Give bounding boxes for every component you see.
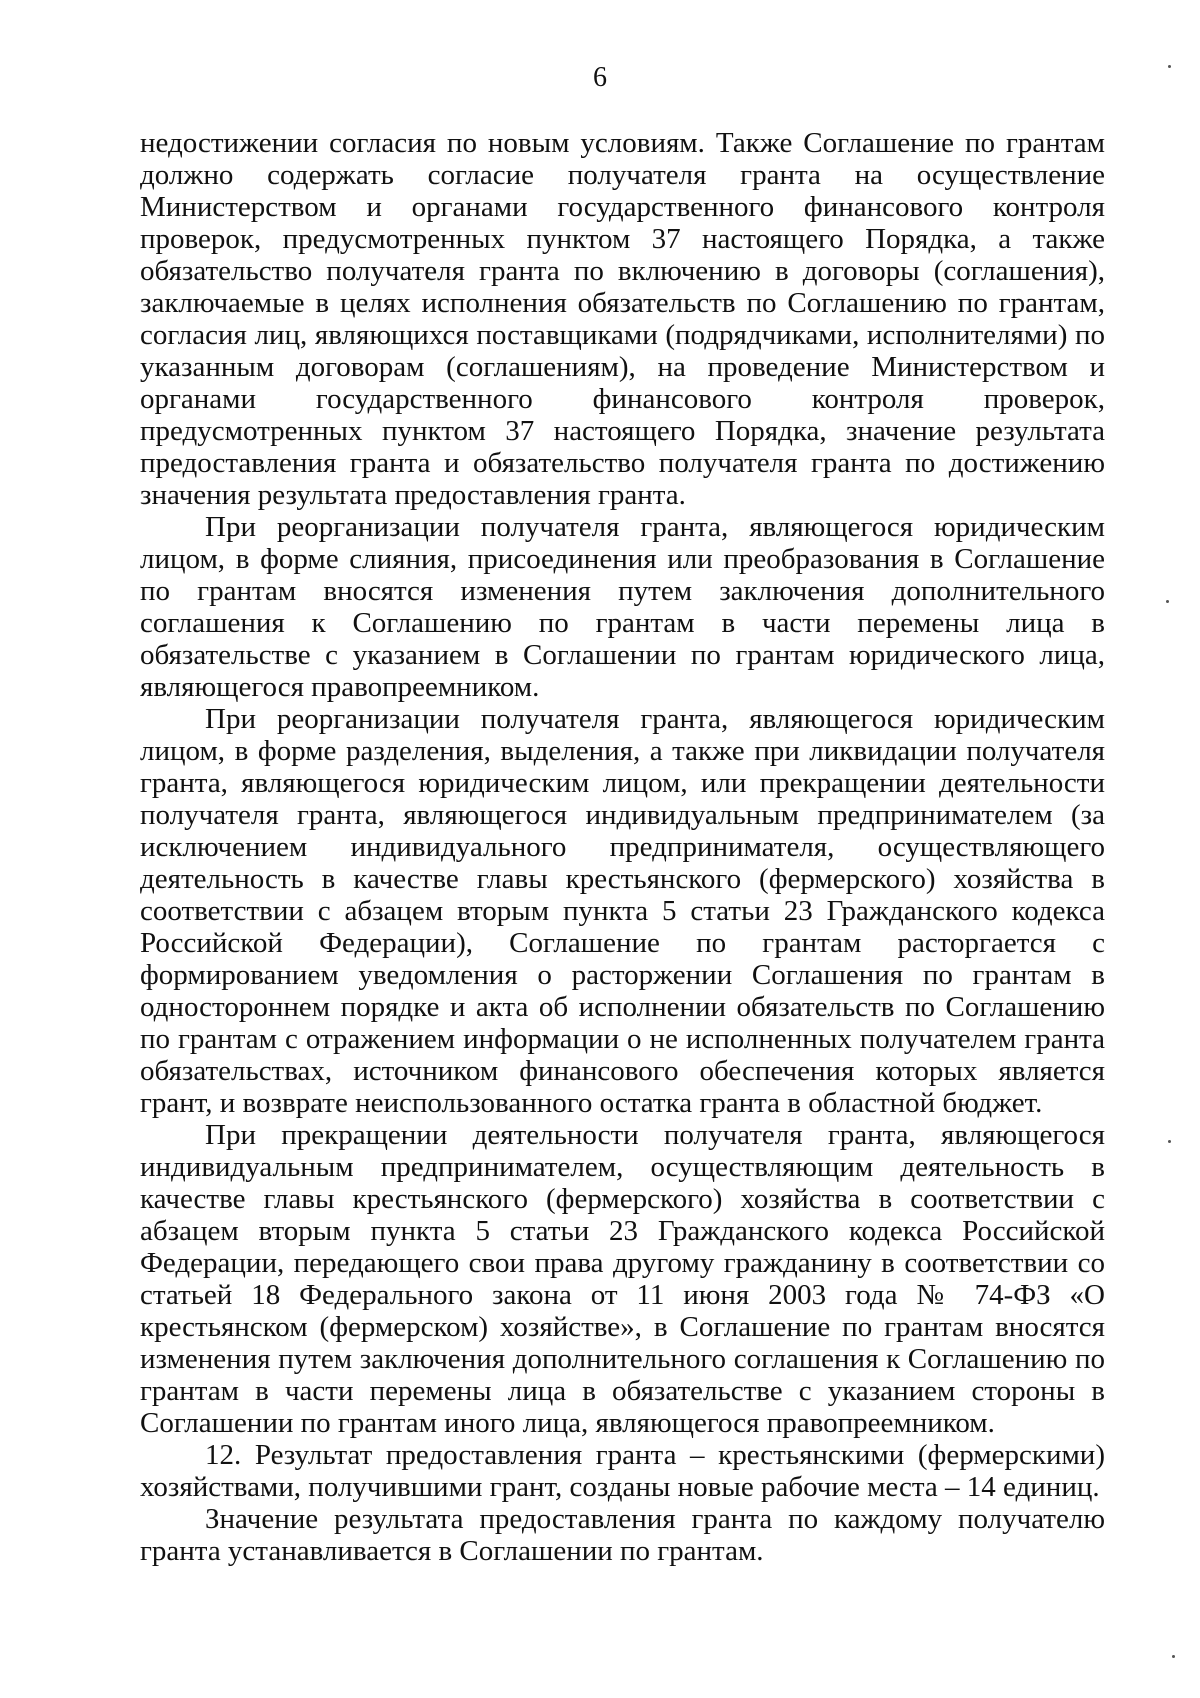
scan-speck: [1168, 65, 1171, 68]
page-number: 6: [593, 62, 607, 93]
paragraph-result-value: Значение результата предоставления гранта по каждому получателю гранта устанавливается в Соглашении по грантам.: [140, 1503, 1105, 1567]
scan-speck: [1172, 1655, 1175, 1658]
paragraph-reorganization-division: При реорганизации получателя гранта, являющегося юридическим лицом, в форме разделения, выделения, а также при ликвидации получателя гранта, являющегося юридическим лицом, или прекращении деятельности получателя гранта, являющегося индивидуальным предпринимателем (за исключением индивидуального предпринимателя, осуществляющего деятельность в качестве главы крестьянского (фермерского) хозяйства в соответствии с абзацем вторым пункта 5 статьи 23 Гражданского кодекса Российской Федерации), Соглашение по грантам расторгается с формированием уведомления о расторжении Соглашения по грантам в одностороннем порядке и акта об исполнении обязательств по Соглашению по грантам с отражением информации о не исполненных получателем гранта обязательствах, источником финансового обеспечения которых является грант, и возврате неиспользованного остатка гранта в областной бюджет.: [140, 703, 1105, 1119]
scan-speck: [1168, 1140, 1171, 1143]
paragraph-reorganization-merger: При реорганизации получателя гранта, являющегося юридическим лицом, в форме слияния, присоединения или преобразования в Соглашение по грантам вносятся изменения путем заключения дополнительного соглашения к Соглашению по грантам в части перемены лица в обязательстве с указанием в Соглашении по грантам юридического лица, являющегося правопреемником.: [140, 511, 1105, 703]
paragraph-continuation: недостижении согласия по новым условиям. Также Соглашение по грантам должно содержать согласие получателя гранта на осуществление Министерством и органами государственного финансового контроля проверок, предусмотренных пунктом 37 настоящего Порядка, а также обязательство получателя гранта по включению в договоры (соглашения), заключаемые в целях исполнения обязательств по Соглашению по грантам, согласия лиц, являющихся поставщиками (подрядчиками, исполнителями) по указанным договорам (соглашениям), на проведение Министерством и органами государственного финансового контроля проверок, предусмотренных пунктом 37 настоящего Порядка, значение результата предоставления гранта и обязательство получателя гранта по достижению значения результата предоставления гранта.: [140, 127, 1105, 511]
paragraph-grant-result: 12. Результат предоставления гранта – крестьянскими (фермерскими) хозяйствами, получившими грант, созданы новые рабочие места – 14 единиц.: [140, 1439, 1105, 1503]
paragraph-termination-entrepreneur: При прекращении деятельности получателя гранта, являющегося индивидуальным предпринимателем, осуществляющим деятельность в качестве главы крестьянского (фермерского) хозяйства в соответствии с абзацем вторым пункта 5 статьи 23 Гражданского кодекса Российской Федерации, передающего свои права другому гражданину в соответствии со статьей 18 Федерального закона от 11 июня 2003 года № 74-ФЗ «О крестьянском (фермерском) хозяйстве», в Соглашение по грантам вносятся изменения путем заключения дополнительного соглашения к Соглашению по грантам в части перемены лица в обязательстве с указанием стороны в Соглашении по грантам иного лица, являющегося правопреемником.: [140, 1119, 1105, 1439]
scan-speck: [1166, 600, 1169, 603]
document-body: [140, 127, 1105, 1567]
